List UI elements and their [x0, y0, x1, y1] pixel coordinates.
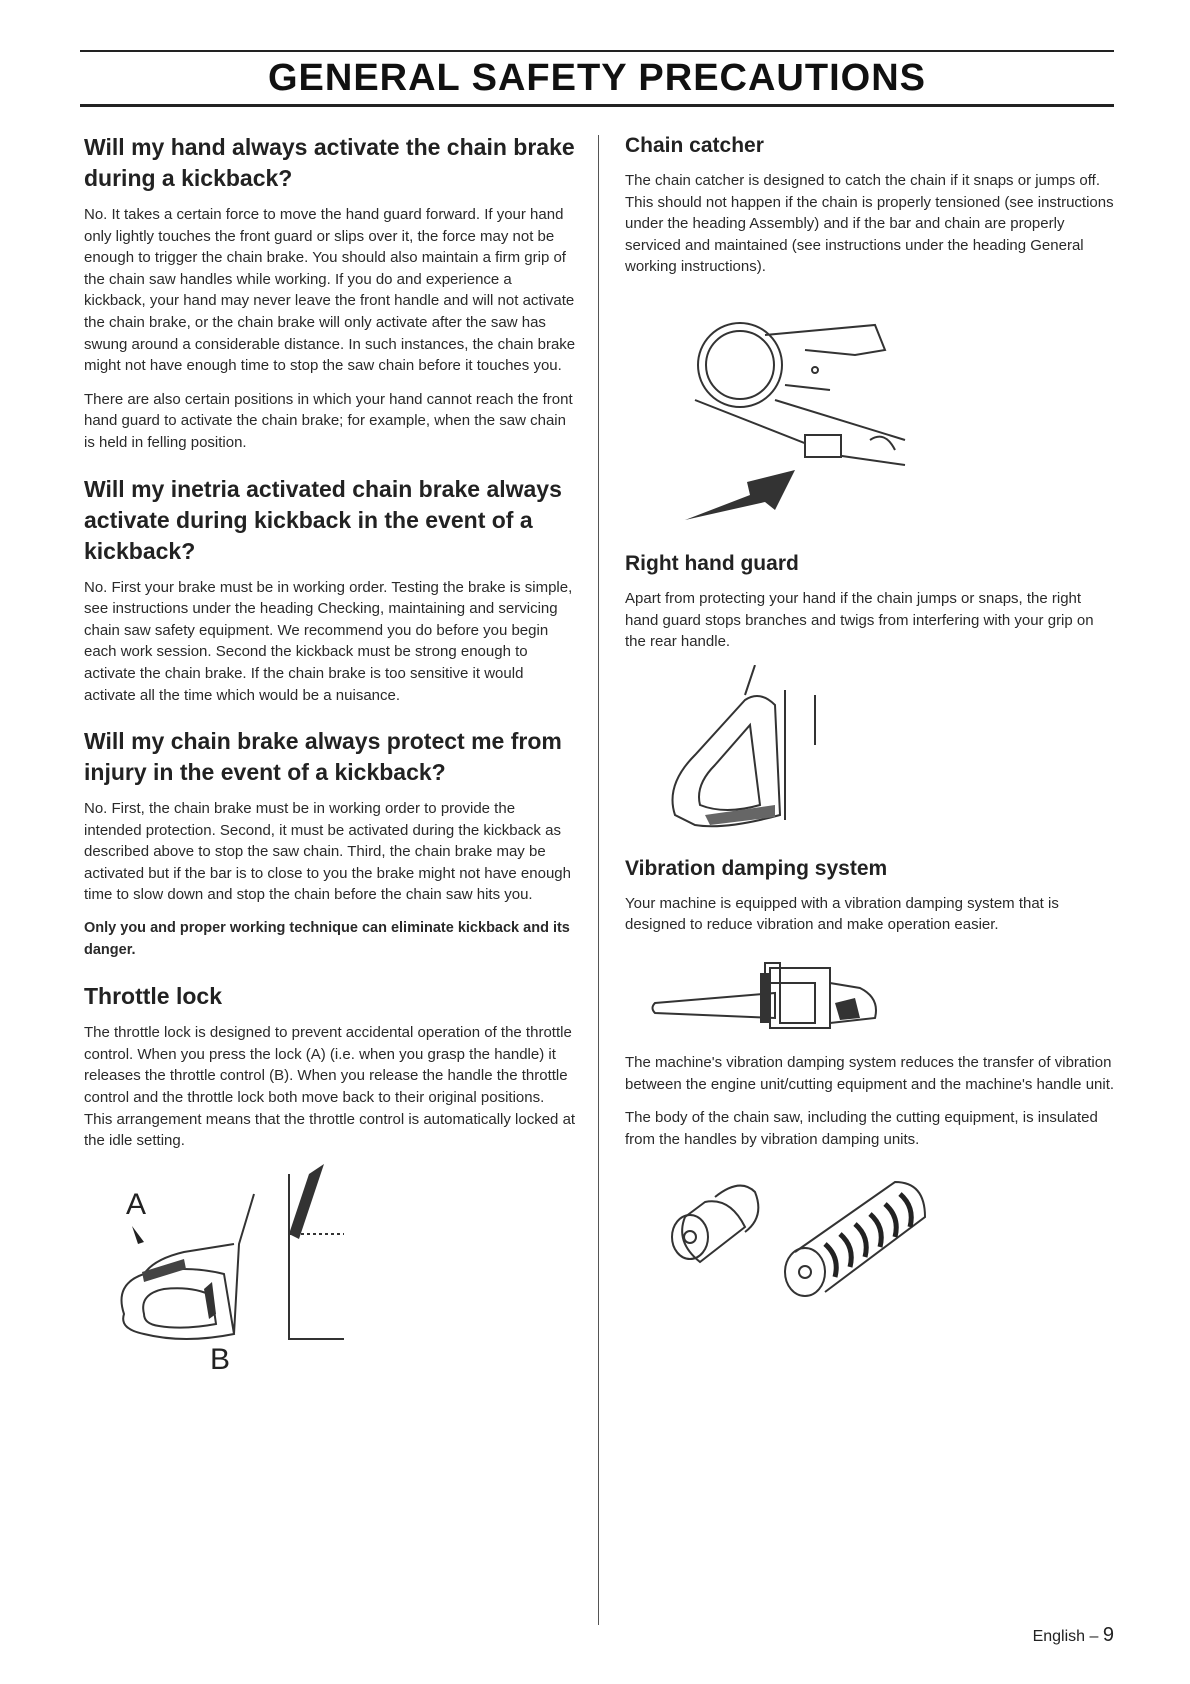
- chainsaw-illustration: [650, 948, 890, 1038]
- page-footer: [1033, 1624, 1114, 1647]
- section-heading: Throttle lock: [84, 983, 223, 1010]
- section-chain-catcher: [625, 132, 1115, 530]
- section-vibration-damping: [625, 855, 1115, 1313]
- footer-dash: –: [1089, 1628, 1099, 1645]
- paragraph: The throttle lock is designed to prevent accidental operation of the throttle control. When you press the lock (A) (i.e. when you grasp the handle) it releases the throttle control (B). When you release the handle the throttle control and the throttle lock both move back to their original positions. This arrangement means that the throttle control is automatically locked at the idle setting.: [84, 1024, 576, 1150]
- right-column: [625, 132, 1115, 1332]
- footer-language: English: [1032, 1628, 1086, 1645]
- paragraph: Your machine is equipped with a vibration damping system that is designed to reduce vibration and make operation easier.: [625, 894, 1059, 934]
- column-divider: [598, 135, 599, 1625]
- section-heading: Will my chain brake always protect me from injury in the event of a kickback?: [84, 728, 562, 786]
- left-column: [84, 132, 576, 1394]
- paragraph: There are also certain positions in which your hand cannot reach the front hand guard to activate the chain brake; for example, when the saw chain is held in felling position.: [84, 390, 573, 451]
- paragraph: No. First your brake must be in working order. Testing the brake is simple, see instructions under the heading Checking, maintaining and servicing chain saw safety equipment. We recommend you do before you begin each work session. Second the kickback must be strong enough to activate the chain brake. If the chain brake is too sensitive it would activate all the time which would be a nuisance.: [84, 578, 573, 704]
- section-heading: Will my hand always activate the chain brake during a kickback?: [84, 134, 575, 191]
- page-title: GENERAL SAFETY PRECAUTIONS: [267, 57, 926, 99]
- section-hand-activate: [84, 132, 576, 454]
- paragraph: No. It takes a certain force to move the hand guard forward. If your hand only lightly touches the front guard or slips over it, the force may not be enough to trigger the chain brake. You should also maintain a firm grip of the chain saw handles while working. If you do and experience a kickback, your hand may never leave the front handle and will not activate the chain brake, or the chain brake will only activate after the saw has swung around a considerable distance. In such instances, the chain brake might not have enough time to stop the saw chain before it touches you.: [84, 206, 576, 375]
- section-heading: Right hand guard: [625, 551, 799, 575]
- section-throttle-lock: [84, 981, 576, 1374]
- chain-catcher-illustration: [655, 290, 915, 530]
- section-heading: Chain catcher: [625, 134, 764, 157]
- throttle-lock-illustration: [84, 1164, 344, 1374]
- section-heading: Vibration damping system: [625, 856, 888, 880]
- section-brake-protect: [84, 726, 576, 961]
- paragraph: The body of the chain saw, including the cutting equipment, is insulated from the handles by vibration damping units.: [625, 1109, 1098, 1148]
- section-right-hand-guard: [625, 550, 1115, 835]
- label-b: B: [210, 1342, 231, 1374]
- page-number: 9: [1102, 1624, 1114, 1646]
- page-header: [80, 50, 1114, 107]
- label-a: A: [126, 1187, 147, 1221]
- paragraph: The machine's vibration damping system reduces the transfer of vibration between the engine unit/cutting equipment and the machine's handle unit.: [625, 1053, 1115, 1093]
- right-hand-guard-illustration: [665, 665, 865, 835]
- damping-units-illustration: [655, 1162, 955, 1312]
- paragraph: Apart from protecting your hand if the chain jumps or snaps, the right hand guard stops branches and twigs from interfering with your grip on the rear handle.: [625, 589, 1094, 651]
- section-heading: Will my inetria activated chain brake always activate during kickback in the event of a kickback?: [84, 475, 562, 564]
- paragraph: The chain catcher is designed to catch the chain if it snaps or jumps off. This should not happen if the chain is properly tensioned (see instructions under the heading Assembly) and if the bar and chain are properly serviced and maintained (see instructions under the heading General working instructions).: [625, 172, 1114, 276]
- warning-note: Only you and proper working technique can eliminate kickback and its danger.: [84, 920, 570, 958]
- section-inertia-brake: [84, 474, 576, 707]
- paragraph: No. First, the chain brake must be in working order to provide the intended protection. Second, it must be activated during the kickback as described above to stop the saw chain. Third, the chain brake may be activated but if the bar is to close to you the brake might not have enough time to slow down and stop the chain before the chain saw hits you.: [84, 800, 571, 904]
